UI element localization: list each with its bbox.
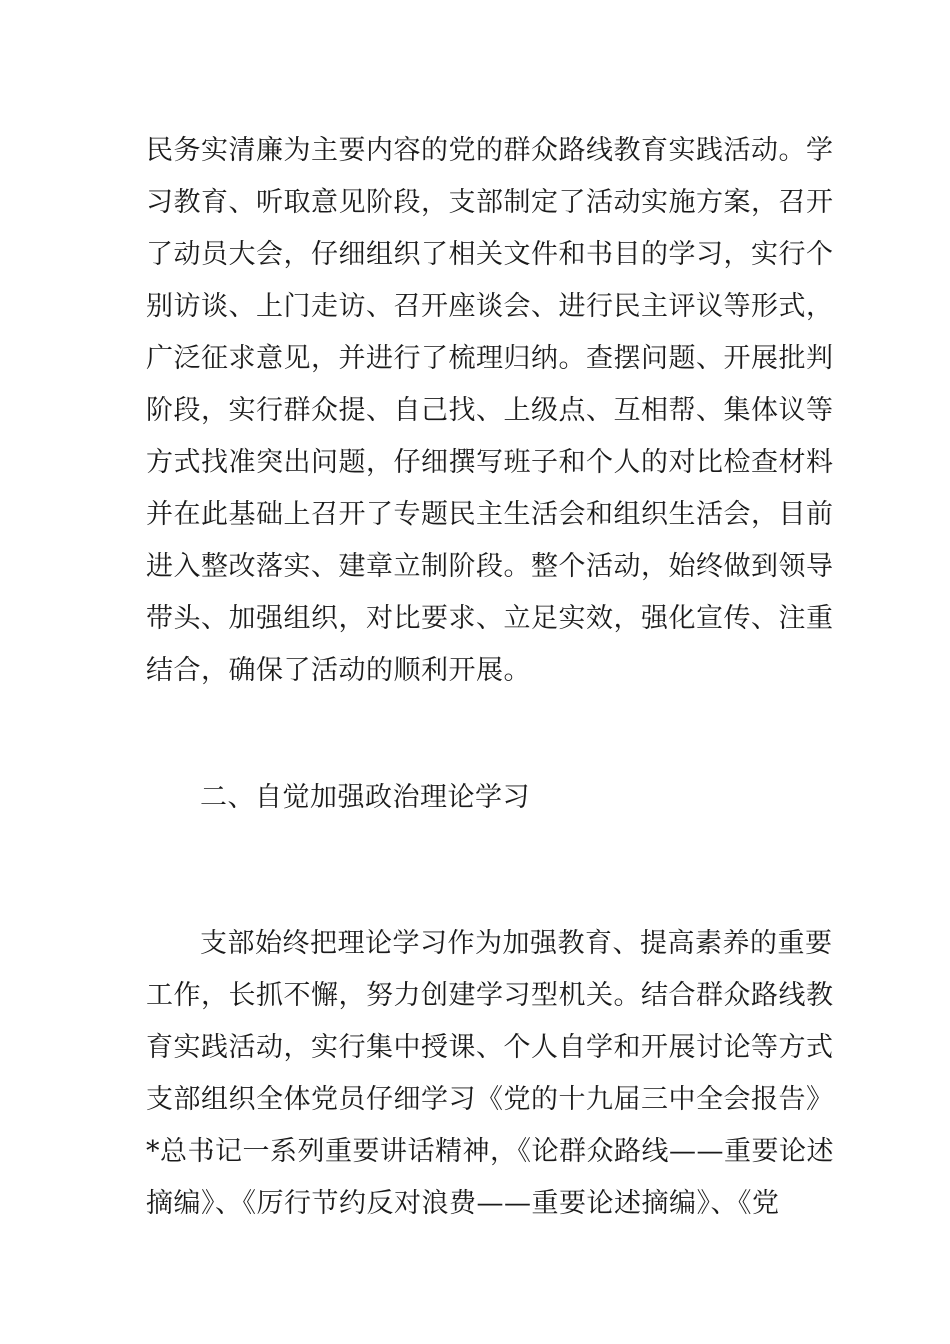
text-line: *总书记一系列重要讲话精神，《论群众路线——重要论述 bbox=[146, 1136, 834, 1167]
text-line: 别访谈、上门走访、召开座谈会、进行民主评议等形式， bbox=[146, 291, 834, 322]
paragraph-theory-study bbox=[146, 918, 834, 1230]
text-line: 方式找准突出问题，仔细撰写班子和个人的对比检查材料 bbox=[146, 447, 834, 478]
text-line: 习教育、听取意见阶段，支部制定了活动实施方案，召开 bbox=[146, 187, 834, 218]
section-heading bbox=[146, 772, 806, 824]
text-line: 进入整改落实、建章立制阶段。整个活动，始终做到领导 bbox=[146, 551, 834, 582]
text-line: 并在此基础上召开了专题民主生活会和组织生活会，目前 bbox=[146, 499, 834, 530]
text-line: 育实践活动，实行集中授课、个人自学和开展讨论等方式 bbox=[146, 1032, 834, 1063]
text-line: 带头、加强组织，对比要求、立足实效，强化宣传、注重 bbox=[146, 603, 834, 634]
text-line: 支部始终把理论学习作为加强教育、提高素养的重要 bbox=[200, 928, 833, 959]
text-line: 广泛征求意见，并进行了梳理归纳。查摆问题、开展批判 bbox=[146, 343, 834, 374]
text-line: 结合，确保了活动的顺利开展。 bbox=[146, 655, 531, 686]
text-line: 工作，长抓不懈，努力创建学习型机关。结合群众路线教 bbox=[146, 980, 834, 1011]
text-line: 阶段，实行群众提、自己找、上级点、互相帮、集体议等 bbox=[146, 395, 834, 426]
paragraph-activity-summary bbox=[146, 125, 834, 697]
text-line: 摘编》、《厉行节约反对浪费——重要论述摘编》、《党 bbox=[146, 1188, 780, 1219]
text-line: 了动员大会，仔细组织了相关文件和书目的学习，实行个 bbox=[146, 239, 834, 270]
section-heading-text: 二、自觉加强政治理论学习 bbox=[200, 782, 530, 813]
text-line: 民务实清廉为主要内容的党的群众路线教育实践活动。学 bbox=[146, 135, 834, 166]
text-line: 支部组织全体党员仔细学习《党的十九届三中全会报告》 bbox=[146, 1084, 834, 1115]
